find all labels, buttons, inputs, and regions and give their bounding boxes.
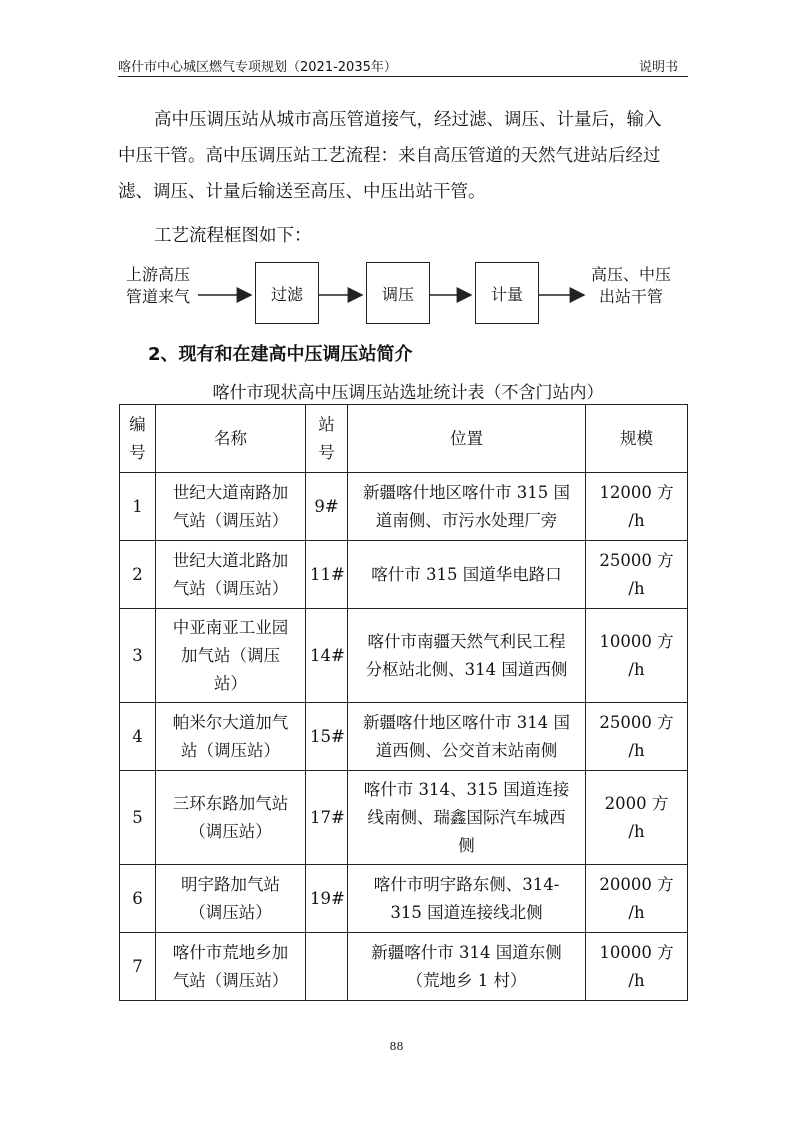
cell-location: 喀什市 315 国道华电路口 <box>348 541 586 609</box>
flow-step-filter: 过滤 <box>255 262 319 324</box>
cell-station: 19# <box>306 865 348 933</box>
cell-scale: 20000 方 /h <box>586 865 688 933</box>
cell-location: 新疆喀什地区喀什市 314 国 道西侧、公交首末站南侧 <box>348 703 586 771</box>
cell-station: 14# <box>306 609 348 703</box>
cell-no: 6 <box>120 865 156 933</box>
cell-name: 明宇路加气站 （调压站） <box>156 865 306 933</box>
station-table <box>119 404 688 1001</box>
paragraph-line-3: 滤、调压、计量后输送至高压、中压出站干管。 <box>118 182 486 202</box>
cell-station: 17# <box>306 771 348 865</box>
paragraph-line-4: 工艺流程框图如下： <box>154 226 312 246</box>
cell-location: 喀什市明宇路东侧、314- 315 国道连接线北侧 <box>348 865 586 933</box>
cell-no: 1 <box>120 473 156 541</box>
header-section: 说明书 <box>638 60 678 75</box>
cell-no: 2 <box>120 541 156 609</box>
cell-name: 帕米尔大道加气 站（调压站） <box>156 703 306 771</box>
table-caption: 喀什市现状高中压调压站选址统计表（不含门站内） <box>212 383 604 403</box>
cell-location: 喀什市南疆天然气利民工程 分枢站北侧、314 国道西侧 <box>348 609 586 703</box>
paragraph-line-2: 中压干管。高中压调压站工艺流程：来自高压管道的天然气进站后经过 <box>118 146 661 166</box>
cell-scale: 25000 方 /h <box>586 703 688 771</box>
cell-location: 喀什市 314、315 国道连接 线南侧、瑞鑫国际汽车城西 侧 <box>348 771 586 865</box>
flow-target-label <box>586 264 676 308</box>
header-no: 编 号 <box>120 405 156 473</box>
cell-no: 4 <box>120 703 156 771</box>
cell-scale: 12000 方 /h <box>586 473 688 541</box>
cell-location: 新疆喀什地区喀什市 315 国 道南侧、市污水处理厂旁 <box>348 473 586 541</box>
cell-name: 喀什市荒地乡加 气站（调压站） <box>156 933 306 1001</box>
table-row <box>120 771 688 865</box>
header-title: 喀什市中心城区燃气专项规划（2021-2035年） <box>118 60 397 75</box>
header-location: 位置 <box>348 405 586 473</box>
cell-scale: 25000 方 /h <box>586 541 688 609</box>
flow-target-line-2: 出站干管 <box>598 287 663 306</box>
cell-scale: 10000 方 /h <box>586 609 688 703</box>
cell-name: 中亚南亚工业园 加气站（调压 站） <box>156 609 306 703</box>
cell-station: 11# <box>306 541 348 609</box>
cell-location: 新疆喀什市 314 国道东侧 （荒地乡 1 村） <box>348 933 586 1001</box>
table-row <box>120 473 688 541</box>
table-header-row <box>120 405 688 473</box>
flow-target-line-1: 高压、中压 <box>590 265 671 284</box>
table-row <box>120 609 688 703</box>
header-station: 站 号 <box>306 405 348 473</box>
cell-scale: 2000 方 /h <box>586 771 688 865</box>
cell-station: 9# <box>306 473 348 541</box>
flow-source-line-1: 上游高压 <box>125 265 190 284</box>
table-row <box>120 541 688 609</box>
cell-scale: 10000 方 /h <box>586 933 688 1001</box>
cell-station <box>306 933 348 1001</box>
cell-station: 15# <box>306 703 348 771</box>
cell-name: 世纪大道南路加 气站（调压站） <box>156 473 306 541</box>
cell-name: 三环东路加气站 （调压站） <box>156 771 306 865</box>
process-flow-diagram <box>118 254 698 334</box>
flow-step-meter: 计量 <box>475 262 539 324</box>
cell-no: 3 <box>120 609 156 703</box>
page-number: 88 <box>389 1040 404 1053</box>
flow-source-label <box>118 264 198 308</box>
header-scale: 规模 <box>586 405 688 473</box>
flow-source-line-2: 管道来气 <box>125 287 190 306</box>
cell-name: 世纪大道北路加 气站（调压站） <box>156 541 306 609</box>
paragraph-line-1: 高中压调压站从城市高压管道接气，经过滤、调压、计量后，输入 <box>154 110 662 130</box>
page-header <box>118 54 688 77</box>
section-title: 2、现有和在建高中压调压站简介 <box>148 344 413 365</box>
cell-no: 7 <box>120 933 156 1001</box>
flow-step-regulate: 调压 <box>366 262 430 324</box>
header-name: 名称 <box>156 405 306 473</box>
table-row <box>120 865 688 933</box>
table-row <box>120 703 688 771</box>
cell-no: 5 <box>120 771 156 865</box>
table-row <box>120 933 688 1001</box>
